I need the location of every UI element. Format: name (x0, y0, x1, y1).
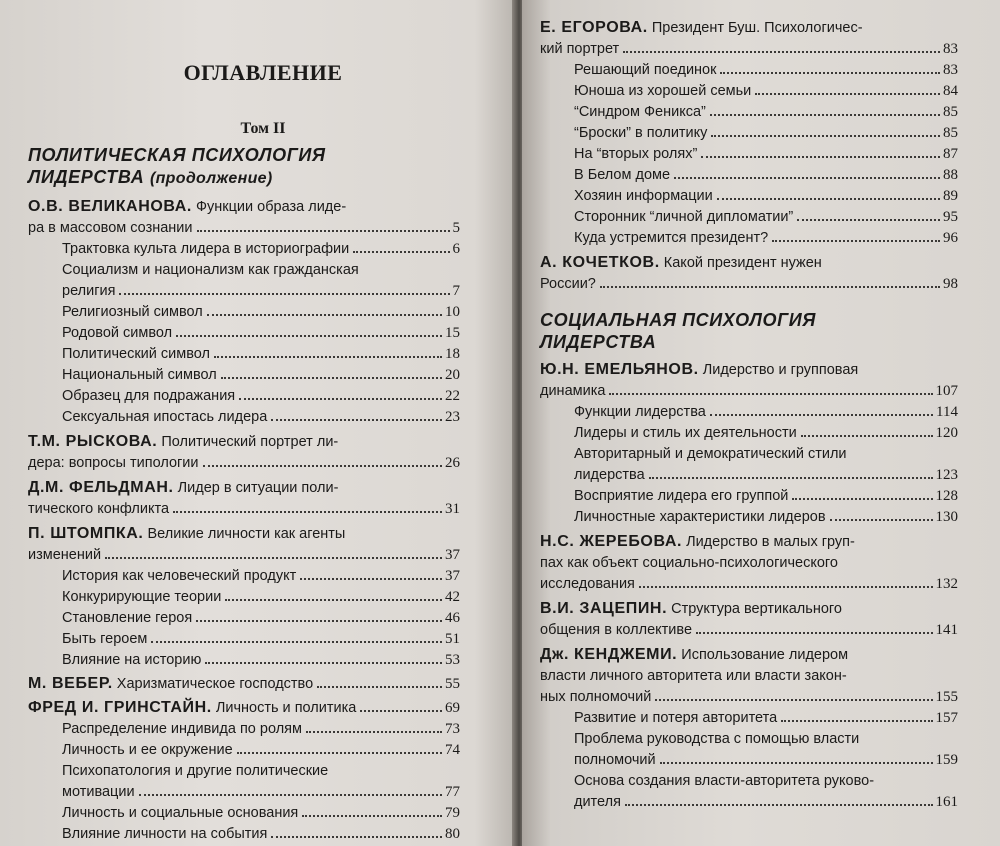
toc-subentry[interactable]: Сексуальная ипостась лидера 23 (28, 407, 460, 428)
page-number: 114 (936, 404, 958, 420)
page-number: 73 (445, 721, 460, 737)
page-number: 89 (943, 188, 958, 204)
section-title-social: СОЦИАЛЬНАЯ ПСИХОЛОГИЯ ЛИДЕРСТВА (540, 310, 817, 352)
toc-subentry[interactable]: Куда устремится президент? 96 (540, 228, 958, 249)
page-number: 107 (935, 383, 958, 399)
toc-subentry[interactable]: Авторитарный и демократический стили лидерства 123 (540, 444, 958, 486)
page-number: 84 (943, 83, 958, 99)
page-number: 42 (445, 589, 460, 605)
toc-entry[interactable]: В.И. ЗАЦЕПИН. Структура вертикального общения в коллективе 141 (540, 598, 958, 641)
toc-subentry[interactable]: Решающий поединок 83 (540, 60, 958, 81)
page-number: 141 (935, 622, 958, 638)
page-number: 22 (445, 388, 460, 404)
toc-subentry[interactable]: Религиозный символ 10 (28, 302, 460, 323)
page-number: 80 (445, 826, 460, 842)
page-number: 69 (445, 700, 460, 716)
page-number: 88 (943, 167, 958, 183)
page-number: 15 (445, 325, 460, 341)
page-number: 130 (935, 509, 958, 525)
toc-subentry[interactable]: Родовой символ 15 (28, 323, 460, 344)
page-number: 128 (935, 488, 958, 504)
page-number: 46 (445, 610, 460, 626)
page-number: 132 (935, 576, 958, 592)
volume-label: Том II (240, 120, 286, 137)
toc-subentry[interactable]: Основа создания власти-авторитета руково- дителя 161 (540, 771, 958, 813)
page-number: 6 (452, 241, 460, 257)
page-number: 55 (445, 676, 460, 692)
left-toc-column (28, 60, 460, 845)
page-number: 87 (943, 146, 958, 162)
page-number: 5 (452, 220, 460, 236)
page-number: 98 (943, 276, 958, 292)
toc-subentry[interactable]: Социализм и национализм как гражданская религия 7 (28, 260, 460, 302)
toc-subentry[interactable]: Личность и ее окружение 74 (28, 740, 460, 761)
section-title-political: ПОЛИТИЧЕСКАЯ ПСИХОЛОГИЯ ЛИДЕРСТВА (продолжение) (28, 145, 326, 187)
page-number: 123 (935, 467, 958, 483)
toc-subentry[interactable]: Влияние личности на события 80 (28, 824, 460, 845)
page-number: 159 (935, 752, 958, 768)
page-number: 23 (445, 409, 460, 425)
page-number: 51 (445, 631, 460, 647)
page-number: 85 (943, 104, 958, 120)
toc-entry[interactable]: Е. ЕГОРОВА. Президент Буш. Психологичес- кий портрет 83 (540, 17, 958, 60)
page-number: 157 (935, 710, 958, 726)
toc-subentry[interactable]: Конкурирующие теории 42 (28, 587, 460, 608)
toc-subentry[interactable]: Психопатология и другие политические мотивации 77 (28, 761, 460, 803)
page-title: ОГЛАВЛЕНИЕ (183, 60, 343, 85)
toc-subentry[interactable]: Трактовка культа лидера в историографии 6 (28, 239, 460, 260)
right-page (522, 0, 1000, 846)
page-number: 18 (445, 346, 460, 362)
page-number: 155 (935, 689, 958, 705)
toc-subentry[interactable]: Функции лидерства 114 (540, 402, 958, 423)
page-number: 31 (445, 501, 460, 517)
toc-subentry[interactable]: Развитие и потеря авторитета 157 (540, 708, 958, 729)
toc-subentry[interactable]: Влияние на историю 53 (28, 650, 460, 671)
toc-entry[interactable]: ФРЕД И. ГРИНСТАЙН. Личность и политика 69 (28, 697, 460, 719)
toc-subentry[interactable]: Хозяин информации 89 (540, 186, 958, 207)
toc-entry[interactable]: М. ВЕБЕР. Харизматическое господство 55 (28, 673, 460, 695)
page-number: 83 (943, 41, 958, 57)
page-number: 53 (445, 652, 460, 668)
toc-subentry[interactable]: “Броски” в политику 85 (540, 123, 958, 144)
toc-subentry[interactable]: Восприятие лидера его группой 128 (540, 486, 958, 507)
section-subtitle: (продолжение) (149, 170, 273, 187)
toc-subentry[interactable]: Политический символ 18 (28, 344, 460, 365)
page-number: 161 (935, 794, 958, 810)
toc-subentry[interactable]: На “вторых ролях” 87 (540, 144, 958, 165)
page-number: 120 (935, 425, 958, 441)
page-number: 96 (943, 230, 958, 246)
toc-subentry[interactable]: Личность и социальные основания 79 (28, 803, 460, 824)
page-number: 74 (445, 742, 460, 758)
toc-subentry[interactable]: Лидеры и стиль их деятельности 120 (540, 423, 958, 444)
toc-subentry[interactable]: Национальный символ 20 (28, 365, 460, 386)
toc-entry[interactable]: О.В. ВЕЛИКАНОВА. Функции образа лиде- ра в массовом сознании 5 (28, 196, 460, 239)
toc-subentry[interactable]: Сторонник “личной дипломатии” 95 (540, 207, 958, 228)
page-number: 85 (943, 125, 958, 141)
toc-subentry[interactable]: Проблема руководства с помощью власти полномочий 159 (540, 729, 958, 771)
toc-subentry[interactable]: История как человеческий продукт 37 (28, 566, 460, 587)
page-number: 37 (445, 547, 460, 563)
toc-subentry[interactable]: Становление героя 46 (28, 608, 460, 629)
page-number: 79 (445, 805, 460, 821)
page-number: 7 (452, 283, 460, 299)
toc-subentry[interactable]: Юноша из хорошей семьи 84 (540, 81, 958, 102)
page-number: 26 (445, 455, 460, 471)
toc-subentry[interactable]: Быть героем 51 (28, 629, 460, 650)
page-number: 95 (943, 209, 958, 225)
right-toc-column (540, 14, 958, 813)
toc-entry[interactable]: Д.М. ФЕЛЬДМАН. Лидер в ситуации поли- тического конфликта 31 (28, 477, 460, 520)
page-number: 37 (445, 568, 460, 584)
page-number: 83 (943, 62, 958, 78)
toc-subentry[interactable]: В Белом доме 88 (540, 165, 958, 186)
toc-entry[interactable]: Дж. КЕНДЖЕМИ. Использование лидером власти личного авторитета или власти закон- ных полномочий 155 (540, 644, 958, 708)
toc-subentry[interactable]: “Синдром Феникса” 85 (540, 102, 958, 123)
page-number: 20 (445, 367, 460, 383)
toc-subentry[interactable]: Распределение индивида по ролям 73 (28, 719, 460, 740)
toc-subentry[interactable]: Образец для подражания 22 (28, 386, 460, 407)
page-number: 10 (445, 304, 460, 320)
toc-entry[interactable]: А. КОЧЕТКОВ. Какой президент нужен России? 98 (540, 252, 958, 295)
page-number: 77 (445, 784, 460, 800)
toc-subentry[interactable]: Личностные характеристики лидеров 130 (540, 507, 958, 528)
toc-entry[interactable]: Н.С. ЖЕРЕБОВА. Лидерство в малых груп- пах как объект социально-психологического исследования 132 (540, 531, 958, 595)
toc-entry[interactable]: П. ШТОМПКА. Великие личности как агенты изменений 37 (28, 523, 460, 566)
toc-entry[interactable]: Ю.Н. ЕМЕЛЬЯНОВ. Лидерство и групповая динамика 107 (540, 359, 958, 402)
toc-entry[interactable]: Т.М. РЫСКОВА. Политический портрет ли- дера: вопросы типологии 26 (28, 431, 460, 474)
